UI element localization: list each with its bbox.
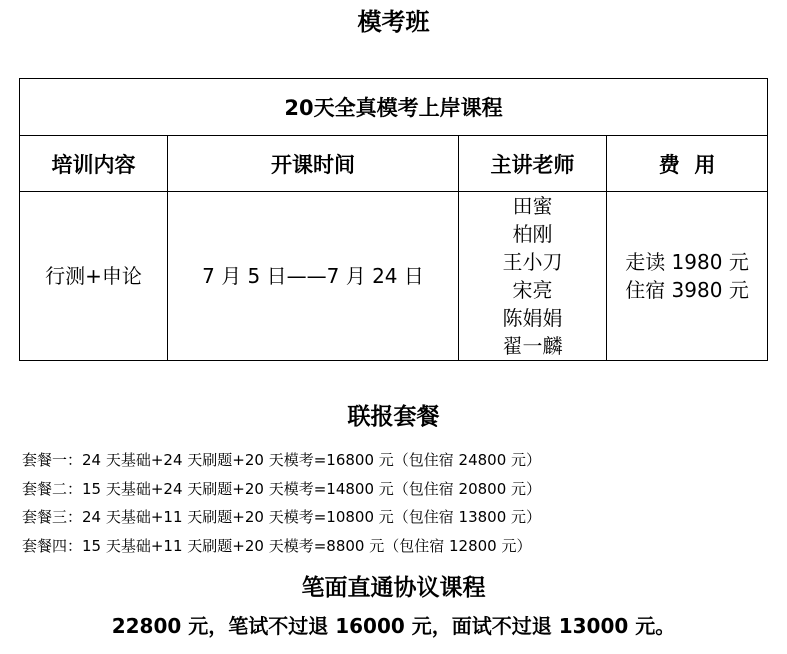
fee-boarding: 住宿 3980 元 bbox=[625, 278, 749, 302]
cell-fee bbox=[607, 192, 768, 361]
header-content: 培训内容 bbox=[20, 136, 168, 192]
agreement-title: 笔面直通协议课程 bbox=[301, 575, 486, 601]
header-time: 开课时间 bbox=[168, 136, 459, 192]
table-caption: 20天全真模考上岸课程 bbox=[20, 79, 768, 136]
package-item: 套餐四：15 天基础+11 天刷题+20 天模考=8800 元（包住宿 12800 元） bbox=[22, 536, 532, 555]
teacher-name: 宋亮 bbox=[512, 278, 553, 302]
cell-content: 行测+申论 bbox=[20, 192, 168, 361]
cell-teachers bbox=[459, 192, 607, 361]
teacher-name: 王小刀 bbox=[502, 250, 563, 274]
teacher-name: 翟一麟 bbox=[502, 334, 563, 358]
package-item: 套餐三：24 天基础+11 天刷题+20 天模考=10800 元（包住宿 13800 元） bbox=[22, 508, 542, 526]
header-teacher: 主讲老师 bbox=[459, 136, 607, 192]
teacher-name: 田蜜 bbox=[512, 194, 553, 218]
fee-commute: 走读 1980 元 bbox=[625, 250, 749, 274]
course-table bbox=[19, 78, 768, 361]
teacher-name: 陈娟娟 bbox=[502, 306, 563, 330]
packages-title: 联报套餐 bbox=[347, 404, 440, 430]
teacher-name: 柏刚 bbox=[512, 222, 553, 246]
package-list bbox=[22, 446, 541, 560]
agreement-text: 22800 元，笔试不过退 16000 元，面试不过退 13000 元。 bbox=[111, 614, 676, 638]
page-title: 模考班 bbox=[357, 8, 430, 36]
package-item: 套餐二：15 天基础+24 天刷题+20 天模考=14800 元（包住宿 20800 元） bbox=[22, 479, 542, 498]
package-item: 套餐一：24 天基础+24 天刷题+20 天模考=16800 元（包住宿 24800 元） bbox=[22, 451, 542, 469]
header-fee: 费 用 bbox=[607, 136, 768, 192]
cell-time: 7 月 5 日——7 月 24 日 bbox=[168, 192, 459, 361]
